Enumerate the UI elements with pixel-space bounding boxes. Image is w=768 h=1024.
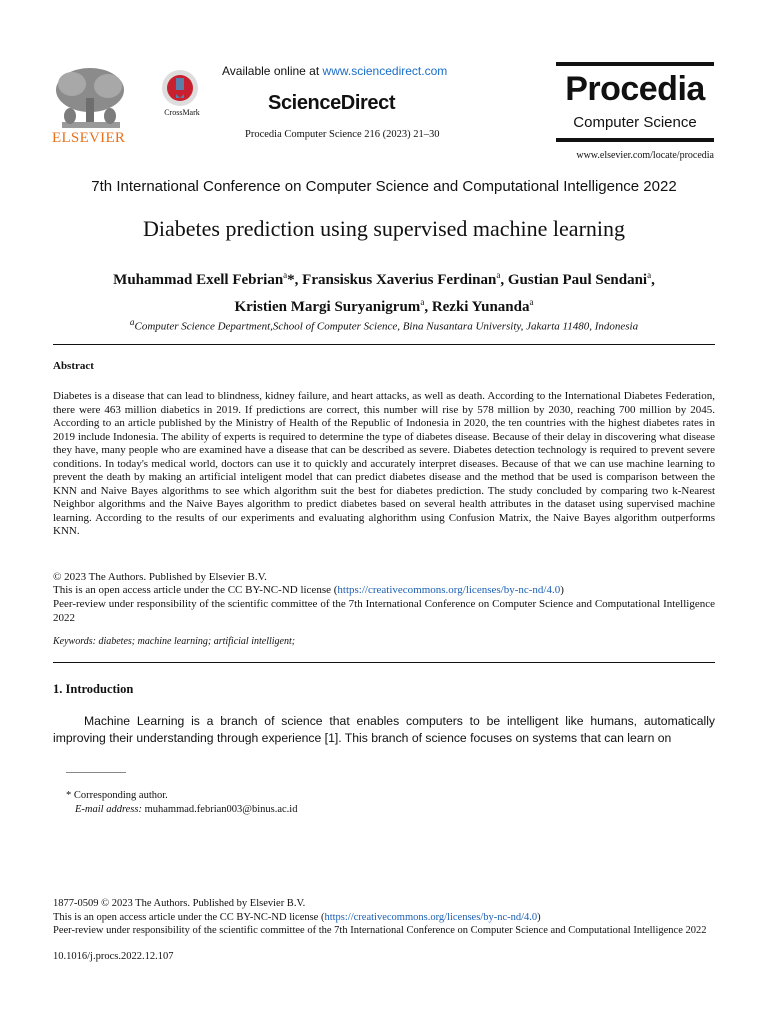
corresponding-author: * Corresponding author. [66,790,168,801]
procedia-logo-text: Procedia [565,70,705,108]
authors-line-1 [40,264,728,291]
footnote-divider [66,772,126,773]
abstract-heading: Abstract [53,360,94,372]
author-name: Muhammad Exell Febrian [113,272,284,288]
author-name: Fransiskus Xaverius Ferdinan [302,272,497,288]
license-prefix: This is an open access article under the CC BY-NC-ND license ( [53,584,338,596]
doi[interactable]: 10.1016/j.procs.2022.12.107 [53,951,174,962]
affiliation-text: Computer Science Department,School of Computer Science, Bina Nusantara University, Jakarta 11480, Indonesia [134,320,639,333]
author-list [40,264,728,318]
author-separator: , [424,299,432,315]
paper-title: Diabetes prediction using supervised machine learning [142,216,626,241]
bottom-license-line [53,912,715,924]
author-affiliation-marker: a [283,270,288,280]
elsevier-wordmark: ELSEVIER [52,130,126,146]
author-affiliation-marker: a [420,297,425,307]
license-suffix: ) [560,584,564,596]
intro-paragraph: Machine Learning is a branch of science that enables computers to be intelligent like humans, automatically improving their understanding through experience [1]. This branch of science focuses on systems that can learn on [53,714,715,745]
affiliation-marker: a [129,317,135,327]
author-separator: , [500,272,508,288]
email-value[interactable]: muhammad.febrian003@binus.ac.id [141,804,298,815]
journal-reference: Procedia Computer Science 216 (2023) 21–30 [245,129,440,140]
bottom-license-link[interactable]: https://creativecommons.org/licenses/by-nc-nd/4.0 [324,912,538,923]
keywords: Keywords: diabetes; machine learning; artificial intelligent; [53,636,296,647]
bottom-license-suffix: ) [537,912,541,923]
email-address [75,804,297,815]
issn-copyright: 1877-0509 © 2023 The Authors. Published by Elsevier B.V. [53,898,306,909]
available-prefix: Available online at [222,64,323,78]
author-name: Kristien Margi Suryanigrum [234,299,421,315]
crossmark-label: CrossMark [164,108,200,117]
abstract-text: Diabetes is a disease that can lead to blindness, kidney failure, and heart attacks, as well as death. According to the International Diabetes Federation, there were 463 million diabetics in 2019. If predictions are correct, this number will rise by 578 million by 2030, reaching 700 million by 2045. According to an article published by the Ministry of Health of the Republic of Indonesia in 2020, the ten countries with the highest diabetes rates in 2019 include Indonesia. The ability of experts is required to determine the type of diabetes disease. Because of their delay in discovering what disease they have, many people who are examined have a disease that can be described as severe. Diabetes detection technology is required to prevent severe conditions. In today's medical world, doctors can use it to quickly and accurately interpret diseases. Because of that we can use machine learning to prevent the death by making an artificial inteligent model that can predict diabetes disease and the method that be used is comparison between the KNN and Naive Bayes algorithms to see which algorithm suit the best for diabetes prediction. The study concluded by comparing two k-Nearest Neighbor algorithms and the Naive Bayes algorithm to predict diabetes based on several health attributes in the dataset using supervised machine learning. According to the results of our experiments and evaluating alghorithm using Confusion Matrix, the Naive Bayes algorithm outperforms KNN. [53,390,715,537]
journal-url[interactable]: www.elsevier.com/locate/procedia [576,150,714,161]
copyright-line: © 2023 The Authors. Published by Elsevier B.V. [53,571,267,583]
divider [53,662,715,663]
author-affiliation-marker: a [529,297,534,307]
author-name: Gustian Paul Sendani [507,272,648,288]
license-line [53,584,715,598]
license-link[interactable]: https://creativecommons.org/licenses/by-nc-nd/4.0 [337,584,561,596]
author-affiliation-marker: a [647,270,652,280]
bottom-license-prefix: This is an open access article under the CC BY-NC-ND license ( [53,912,325,923]
authors-line-2 [40,291,728,318]
conference-name: 7th International Conference on Computer Science and Computational Intelligence 2022 [91,178,677,195]
peer-review-line: Peer-review under responsibility of the scientific committee of the 7th International Conference on Computer Science and Computational Intelligence 2022 [53,598,715,624]
platform-name: ScienceDirect [268,92,396,114]
affiliation [40,317,728,333]
sciencedirect-link[interactable]: www.sciencedirect.com [322,64,448,78]
author-separator: , [651,272,655,288]
author-affiliation-marker: a [496,270,501,280]
divider [53,344,715,345]
author-separator: *, [287,272,303,288]
author-name: Rezki Yunanda [431,299,530,315]
procedia-logo-subtitle: Computer Science [573,114,697,131]
email-label: E-mail address: [75,804,142,815]
bottom-peer-review: Peer-review under responsibility of the scientific committee of the 7th International Conference on Computer Science and Computational Intelligence 2022 [53,925,707,936]
section-heading: 1. Introduction [53,682,134,696]
available-online [222,64,447,78]
